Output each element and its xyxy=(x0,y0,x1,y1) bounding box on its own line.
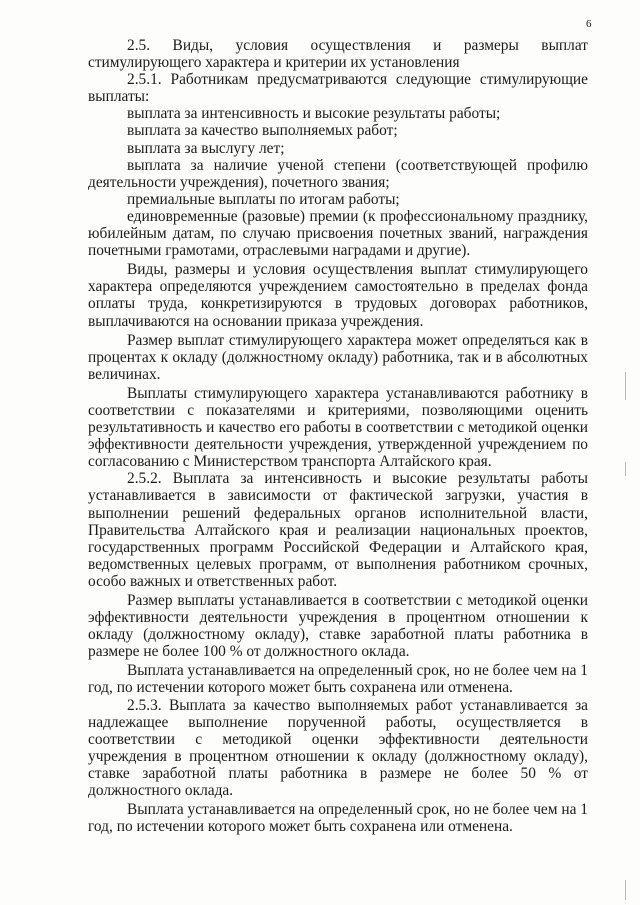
paragraph-2-5-2-term: Выплата устанавливается на определенный срок, но не более чем на 1 год, по истечении которого может быть сохранена или отменена. xyxy=(88,662,588,697)
document-body xyxy=(88,37,588,835)
list-item: выплата за наличие ученой степени (соответствующей профилю деятельности учреждения), почетного звания; xyxy=(88,156,588,191)
paragraph-2-5-2: 2.5.2. Выплата за интенсивность и высокие результаты работы устанавливается в зависимости от фактической загрузки, участия в выполнении решений федеральных органов исполнительной власти, Правительства Алтайского края и реализации национальных проектов, государственных программ Российской Федерации и Алтайского края, ведомственных целевых программ, от выполнения работником срочных, особо важных и ответственных работ. xyxy=(88,470,588,590)
paragraph-2-5-3-term: Выплата устанавливается на определенный срок, но не более чем на 1 год, по истечении которого может быть сохранена или отменена. xyxy=(88,801,588,836)
scan-edge-mark xyxy=(625,462,626,476)
list-item: выплата за качество выполняемых работ; xyxy=(127,122,398,140)
paragraph-2-5-3: 2.5.3. Выплата за качество выполняемых работ устанавливается за надлежащее выполнение порученной работы, осуществляется в соответствии с методикой оценки эффективности деятельности учреждения в процентном отношении к окладу (должностному окладу), ставке заработной платы работника в размере не более 50 % от должностного оклада. xyxy=(88,696,588,800)
list-item: выплата за интенсивность и высокие результаты работы; xyxy=(127,105,501,123)
list-item: выплата за выслугу лет; xyxy=(127,139,285,157)
section-heading: 2.5. Виды, условия осуществления и размеры выплат стимулирующего характера и критерии их установления xyxy=(88,37,588,72)
page-number: 6 xyxy=(586,18,592,30)
paragraph-established: Выплаты стимулирующего характера устанавливаются работнику в соответствии с показателями и критериями, позволяющими оценить результативность и качество его работы в соответствии с методикой оценки эффективности деятельности учреждения, утвержденной учреждением по согласованию с Министерством транспорта Алтайского края. xyxy=(88,384,588,471)
scan-edge-mark xyxy=(625,372,626,400)
list-item: премиальные выплаты по итогам работы; xyxy=(127,190,400,208)
list-item: единовременные (разовые) премии (к профессиональному празднику, юбилейным датам, по случаю присвоения почетных званий, награждения почетными грамотами, отраслевыми наградами и другие). xyxy=(88,207,588,260)
paragraph-2-5-2-size: Размер выплаты устанавливается в соответствии с методикой оценки эффективности деятельности учреждения в процентном отношении к окладу (должностному окладу), ставке заработной платы работника в размере не более 100 % от должностного оклада. xyxy=(88,592,588,661)
paragraph-2-5-1: 2.5.1. Работникам предусматриваются следующие стимулирующие выплаты: xyxy=(88,71,588,106)
paragraph-types: Виды, размеры и условия осуществления выплат стимулирующего характера определяются учреждением самостоятельно в пределах фонда оплаты труда, конкретизируются в трудовых договорах работников, выплачиваются на основании приказа учреждения. xyxy=(88,261,588,330)
paragraph-size: Размер выплат стимулирующего характера может определяться как в процентах к окладу (должностному окладу) работника, так и в абсолютных величинах. xyxy=(88,331,588,383)
scan-edge-mark xyxy=(625,880,626,900)
